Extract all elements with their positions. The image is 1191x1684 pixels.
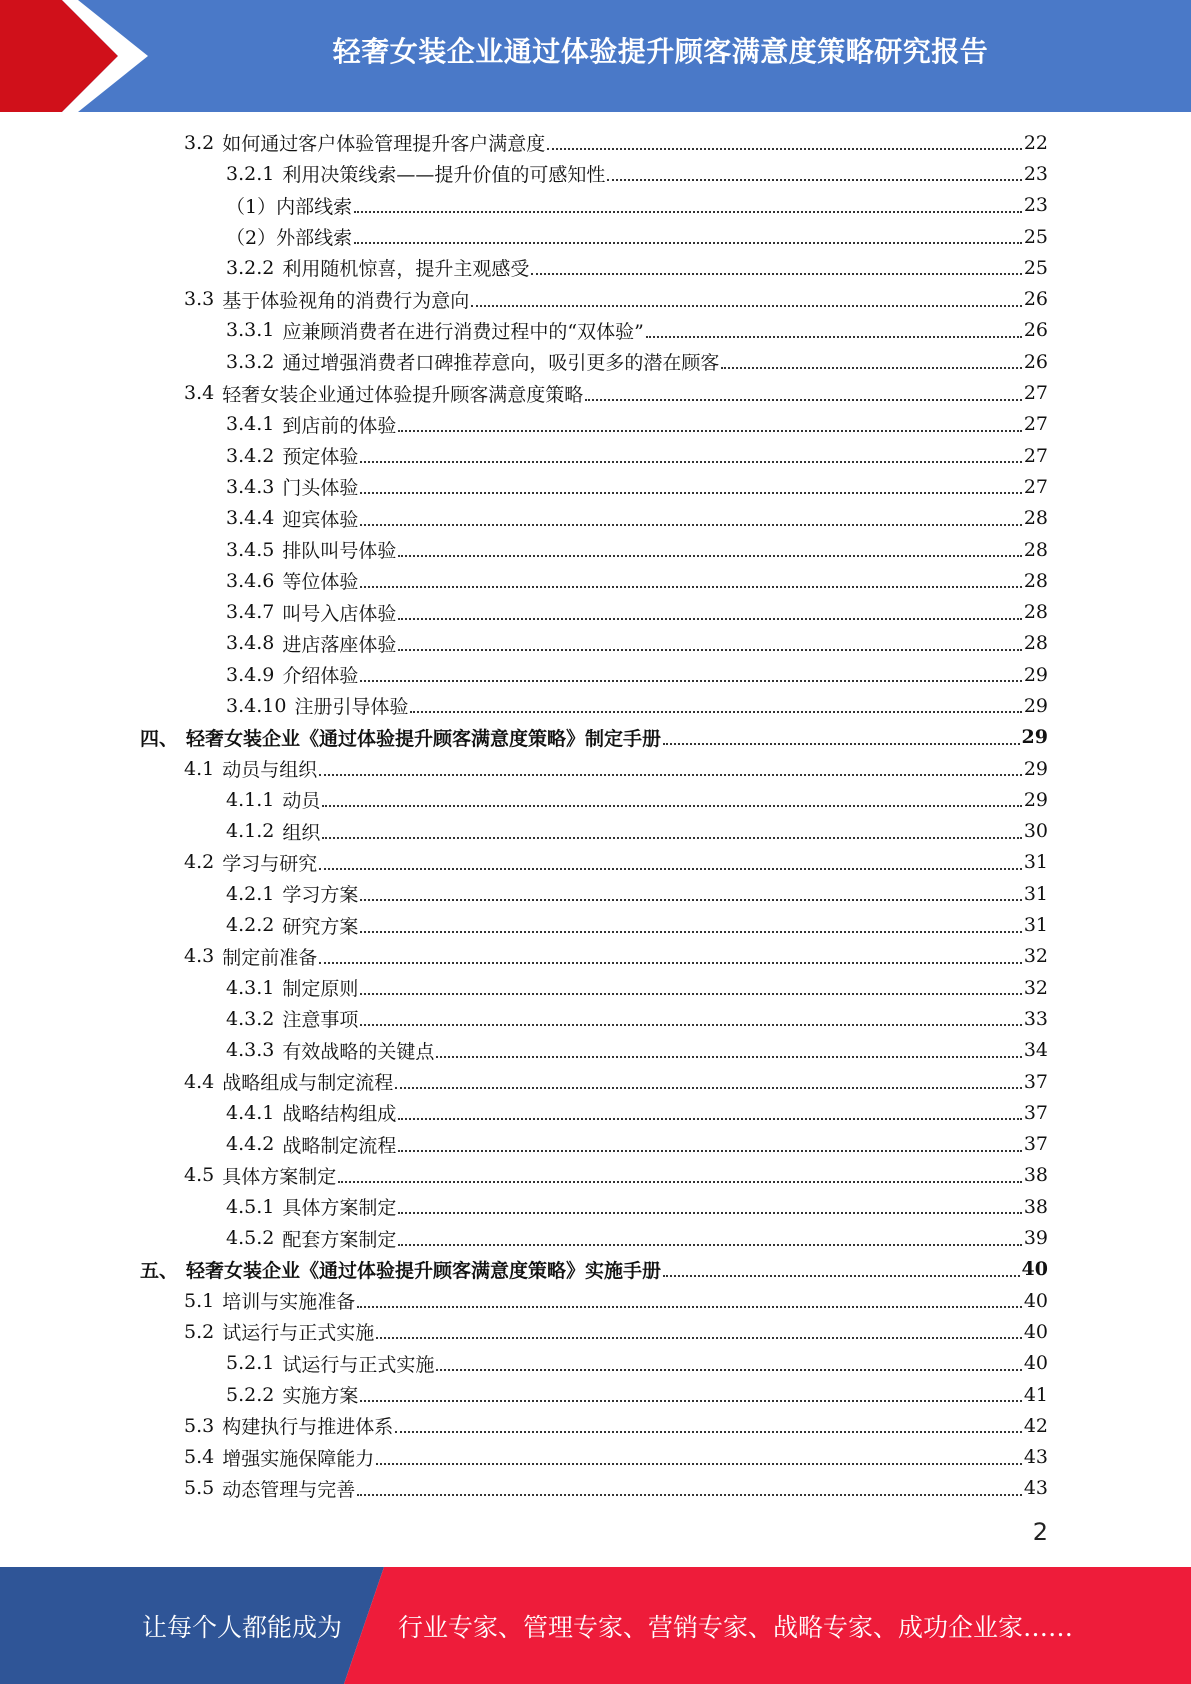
toc-entry-page: 33 — [1023, 1007, 1048, 1030]
toc-entry-number: 4.1.1 — [226, 788, 275, 811]
toc-entry-number: 4.2.2 — [226, 914, 275, 937]
toc-entry-number: 5.2.1 — [226, 1352, 275, 1375]
toc-dot-leader — [360, 460, 1021, 463]
toc-entry-number: 5.3 — [184, 1414, 215, 1437]
toc-entry-page: 30 — [1023, 820, 1048, 843]
toc-entry-page: 31 — [1023, 914, 1048, 937]
toc-entry-title: 进店落座体验 — [282, 633, 397, 656]
toc-entry-page: 25 — [1023, 256, 1048, 279]
toc-entry-number: 4.5.2 — [226, 1227, 275, 1250]
toc-entry-number: 3.4.1 — [226, 413, 275, 436]
toc-entry-number: 3.4.6 — [226, 569, 275, 592]
toc-entry[interactable] — [140, 596, 1048, 627]
toc-entry-title: 战略结构组成 — [282, 1103, 397, 1126]
toc-entry-number: 3.2.1 — [226, 162, 275, 185]
toc-entry-title: 动员与组织 — [222, 759, 318, 782]
toc-dot-leader — [360, 491, 1021, 494]
toc-entry[interactable] — [140, 377, 1048, 408]
toc-entry[interactable] — [140, 847, 1048, 878]
toc-entry-number: 5.2.2 — [226, 1383, 275, 1406]
toc-dot-leader — [646, 335, 1022, 338]
toc-entry-page: 37 — [1023, 1101, 1048, 1124]
toc-entry-number: 3.4 — [184, 382, 215, 405]
toc-entry-page: 23 — [1023, 194, 1048, 217]
table-of-contents — [140, 127, 1048, 1504]
toc-entry-number: 3.3.1 — [226, 319, 275, 342]
toc-entry-title: 应兼顾消费者在进行消费过程中的“双体验” — [282, 320, 644, 343]
toc-entry-page: 40 — [1023, 1289, 1048, 1312]
toc-entry[interactable] — [140, 565, 1048, 596]
toc-entry-number: 4.4 — [184, 1070, 215, 1093]
toc-entry-number: 4.1 — [184, 757, 215, 780]
toc-entry-page: 22 — [1023, 131, 1048, 154]
toc-entry-number: 3.4.2 — [226, 444, 275, 467]
toc-dot-leader — [398, 429, 1021, 432]
toc-dot-leader — [398, 1211, 1021, 1214]
toc-entry-number: 4.1.2 — [226, 820, 275, 843]
toc-dot-leader — [319, 867, 1022, 870]
toc-dot-leader — [357, 1305, 1022, 1308]
toc-entry[interactable] — [140, 1348, 1048, 1379]
toc-entry-page: 41 — [1023, 1383, 1048, 1406]
toc-entry-number: 3.4.4 — [226, 507, 275, 530]
toc-dot-leader — [357, 1493, 1022, 1496]
toc-entry-number: 5.4 — [184, 1446, 215, 1469]
toc-entry-title: 迎宾体验 — [282, 508, 359, 531]
toc-entry-number: 4.4.2 — [226, 1133, 275, 1156]
toc-entry-title: 构建执行与推进体系 — [222, 1416, 394, 1439]
toc-entry-page: 25 — [1023, 225, 1048, 248]
toc-entry-title: 学习方案 — [282, 884, 359, 907]
toc-entry-number: 4.5.1 — [226, 1195, 275, 1218]
toc-entry[interactable] — [140, 283, 1048, 314]
toc-entry[interactable] — [140, 753, 1048, 784]
toc-entry[interactable] — [140, 346, 1048, 377]
toc-entry[interactable] — [140, 972, 1048, 1003]
toc-entry-page: 27 — [1023, 444, 1048, 467]
toc-entry-title: 利用随机惊喜，提升主观感受 — [282, 258, 530, 281]
toc-entry[interactable] — [140, 221, 1048, 252]
toc-entry-title: 有效战略的关键点 — [282, 1040, 435, 1063]
toc-entry[interactable] — [140, 190, 1048, 221]
toc-entry[interactable] — [140, 440, 1048, 471]
toc-dot-leader — [398, 617, 1021, 620]
toc-entry[interactable] — [140, 534, 1048, 565]
toc-entry-number: 4.2 — [184, 851, 215, 874]
toc-entry[interactable] — [140, 1222, 1048, 1253]
toc-dot-leader — [471, 304, 1022, 307]
toc-entry-page: 37 — [1023, 1133, 1048, 1156]
footer-slogan-left: 让每个人都能成为 — [142, 1612, 343, 1642]
toc-entry[interactable] — [140, 1410, 1048, 1441]
toc-entry-page: 29 — [1023, 788, 1048, 811]
page-footer — [0, 1567, 1191, 1684]
toc-dot-leader — [360, 679, 1021, 682]
toc-entry-title: 学习与研究 — [222, 852, 318, 875]
toc-entry[interactable] — [140, 784, 1048, 815]
toc-entry-title: 具体方案制定 — [282, 1197, 397, 1220]
toc-entry-page: 40 — [1023, 1320, 1048, 1343]
toc-entry-title: 制定前准备 — [222, 946, 318, 969]
toc-entry-title: 通过增强消费者口碑推荐意向，吸引更多的潜在顾客 — [282, 352, 720, 375]
toc-entry-page: 26 — [1023, 319, 1048, 342]
toc-entry-page: 40 — [1023, 1352, 1048, 1375]
toc-entry-title: 增强实施保障能力 — [222, 1447, 375, 1470]
toc-entry[interactable] — [140, 1285, 1048, 1316]
toc-dot-leader — [319, 961, 1022, 964]
toc-dot-leader — [360, 585, 1021, 588]
toc-entry-page: 29 — [1023, 757, 1048, 780]
toc-dot-leader — [410, 710, 1021, 713]
toc-entry-number: 4.3 — [184, 945, 215, 968]
toc-dot-leader — [398, 554, 1021, 557]
toc-dot-leader — [531, 272, 1021, 275]
toc-entry[interactable] — [140, 690, 1048, 721]
toc-entry-page: 28 — [1023, 632, 1048, 655]
toc-dot-leader — [360, 1023, 1021, 1026]
toc-entry-page: 31 — [1023, 882, 1048, 905]
toc-entry-title: 研究方案 — [282, 915, 359, 938]
toc-entry-page: 28 — [1023, 601, 1048, 624]
toc-entry-title: 具体方案制定 — [222, 1165, 337, 1188]
toc-entry-number: 3.4.9 — [226, 663, 275, 686]
toc-entry[interactable] — [140, 816, 1048, 847]
toc-entry-title: 战略制定流程 — [282, 1134, 397, 1157]
toc-entry-page: 39 — [1023, 1227, 1048, 1250]
toc-dot-leader — [395, 1430, 1022, 1433]
toc-dot-leader — [607, 178, 1021, 181]
toc-entry-page: 43 — [1023, 1446, 1048, 1469]
toc-dot-leader — [354, 241, 1022, 244]
toc-entry-number: 3.4.7 — [226, 601, 275, 624]
toc-dot-leader — [398, 1149, 1021, 1152]
toc-entry-number: 3.2.2 — [226, 256, 275, 279]
toc-dot-leader — [547, 147, 1022, 150]
toc-entry-title: 等位体验 — [282, 571, 359, 594]
toc-entry-page: 40 — [1021, 1258, 1048, 1281]
toc-entry-page: 27 — [1023, 413, 1048, 436]
footer-slogan-right: 行业专家、管理专家、营销专家、战略专家、成功企业家…… — [398, 1612, 1074, 1642]
toc-entry-page: 29 — [1023, 663, 1048, 686]
toc-entry-title: 如何通过客户体验管理提升客户满意度 — [222, 133, 546, 156]
toc-entry-page: 43 — [1023, 1477, 1048, 1500]
toc-entry[interactable] — [140, 1097, 1048, 1128]
toc-entry[interactable] — [140, 409, 1048, 440]
toc-entry-title: 注意事项 — [282, 1009, 359, 1032]
toc-entry-title: （1）内部线索 — [226, 195, 353, 218]
toc-entry[interactable] — [140, 941, 1048, 972]
toc-entry[interactable] — [140, 1160, 1048, 1191]
toc-dot-leader — [721, 366, 1021, 369]
toc-entry[interactable] — [140, 1003, 1048, 1034]
toc-entry-page: 26 — [1023, 350, 1048, 373]
toc-entry-number: 5.5 — [184, 1477, 215, 1500]
toc-entry-page: 32 — [1023, 945, 1048, 968]
toc-entry-title: 注册引导体验 — [294, 696, 409, 719]
toc-entry-page: 27 — [1023, 475, 1048, 498]
toc-entry-title: 试运行与正式实施 — [222, 1322, 375, 1345]
toc-dot-leader — [398, 1117, 1021, 1120]
toc-entry-page: 28 — [1023, 507, 1048, 530]
toc-entry[interactable] — [140, 909, 1048, 940]
toc-entry-page: 26 — [1023, 288, 1048, 311]
toc-entry-number: 3.2 — [184, 131, 215, 154]
toc-entry-title: 组织 — [282, 821, 321, 844]
toc-dot-leader — [398, 1243, 1021, 1246]
toc-entry[interactable] — [140, 315, 1048, 346]
toc-dot-leader — [436, 1055, 1021, 1058]
toc-entry-title: 配套方案制定 — [282, 1228, 397, 1251]
toc-dot-leader — [395, 1086, 1022, 1089]
toc-entry[interactable] — [140, 628, 1048, 659]
toc-entry-page: 37 — [1023, 1070, 1048, 1093]
toc-entry-page: 32 — [1023, 976, 1048, 999]
toc-entry-title: 排队叫号体验 — [282, 540, 397, 562]
toc-entry-title: 基于体验视角的消费行为意向 — [222, 289, 470, 312]
toc-entry-title: 动员 — [282, 790, 321, 813]
toc-dot-leader — [360, 1399, 1021, 1402]
toc-entry-number: 四、 — [140, 727, 179, 750]
toc-entry-title: 战略组成与制定流程 — [222, 1072, 394, 1095]
toc-entry-number: 3.4.8 — [226, 632, 275, 655]
toc-entry-number: 3.4.3 — [226, 475, 275, 498]
toc-entry-title: 实施方案 — [282, 1385, 359, 1408]
toc-entry[interactable] — [140, 1254, 1048, 1285]
toc-entry-number: 5.2 — [184, 1320, 215, 1343]
toc-entry-number: 五、 — [140, 1259, 179, 1282]
toc-dot-leader — [354, 210, 1022, 213]
toc-entry-title: 轻奢女装企业通过体验提升顾客满意度策略 — [222, 383, 584, 406]
toc-entry-number: 4.3.3 — [226, 1039, 275, 1062]
toc-entry-title: 门头体验 — [282, 477, 359, 500]
toc-entry[interactable] — [140, 127, 1048, 158]
toc-entry[interactable] — [140, 1379, 1048, 1410]
toc-dot-leader — [376, 1336, 1022, 1339]
toc-entry[interactable] — [140, 1316, 1048, 1347]
toc-entry-title: 利用决策线索——提升价值的可感知性 — [282, 164, 606, 187]
toc-entry-page: 29 — [1023, 694, 1048, 717]
toc-entry-page: 42 — [1023, 1414, 1048, 1437]
toc-entry-number: 4.3.1 — [226, 976, 275, 999]
toc-entry-title: 培训与实施准备 — [222, 1291, 356, 1314]
toc-dot-leader — [319, 773, 1022, 776]
toc-entry-page: 34 — [1023, 1039, 1048, 1062]
toc-entry-title: 试运行与正式实施 — [282, 1353, 435, 1376]
chevron-arrow-icon — [0, 0, 160, 112]
toc-dot-leader — [322, 804, 1021, 807]
toc-entry[interactable] — [140, 1035, 1048, 1066]
toc-entry[interactable] — [140, 1473, 1048, 1504]
toc-entry-number: 3.4.5 — [226, 538, 275, 561]
toc-entry[interactable] — [140, 1441, 1048, 1472]
toc-entry-number: 3.3 — [184, 288, 215, 311]
toc-entry-number: 4.2.1 — [226, 882, 275, 905]
toc-dot-leader — [585, 398, 1022, 401]
toc-entry-title: （2）外部线索 — [226, 227, 353, 250]
toc-dot-leader — [663, 1274, 1020, 1277]
toc-entry-page: 38 — [1023, 1164, 1048, 1187]
toc-entry[interactable] — [140, 158, 1048, 189]
toc-entry-page: 29 — [1021, 726, 1048, 749]
toc-entry-page: 27 — [1023, 382, 1048, 405]
page-header — [0, 0, 1191, 112]
header-title: 轻奢女装企业通过体验提升顾客满意度策略研究报告 — [332, 35, 989, 68]
toc-dot-leader — [360, 992, 1021, 995]
toc-entry-page: 28 — [1023, 569, 1048, 592]
toc-entry[interactable] — [140, 659, 1048, 690]
toc-entry-page: 23 — [1023, 162, 1048, 185]
toc-entry-title: 介绍体验 — [282, 665, 359, 688]
toc-entry-title: 叫号入店体验 — [282, 602, 397, 625]
toc-dot-leader — [360, 898, 1021, 901]
toc-entry-number: 4.4.1 — [226, 1101, 275, 1124]
toc-entry[interactable] — [140, 1066, 1048, 1097]
toc-entry[interactable] — [140, 471, 1048, 502]
toc-entry[interactable] — [140, 503, 1048, 534]
toc-entry[interactable] — [140, 722, 1048, 753]
toc-entry-title: 轻奢女装企业《通过体验提升顾客满意度策略》实施手册 — [186, 1259, 662, 1282]
toc-entry[interactable] — [140, 252, 1048, 283]
toc-entry-page: 38 — [1023, 1195, 1048, 1218]
toc-entry[interactable] — [140, 1191, 1048, 1222]
toc-entry-title: 制定原则 — [282, 978, 359, 1001]
toc-entry-number: 4.3.2 — [226, 1007, 275, 1030]
toc-dot-leader — [360, 523, 1021, 526]
toc-dot-leader — [360, 930, 1021, 933]
toc-entry-number: 4.5 — [184, 1164, 215, 1187]
toc-entry-title: 动态管理与完善 — [222, 1478, 356, 1501]
toc-entry-page: 28 — [1023, 538, 1048, 561]
page-number: 2 — [1032, 1518, 1048, 1546]
toc-entry[interactable] — [140, 1129, 1048, 1160]
toc-dot-leader — [376, 1462, 1022, 1465]
toc-entry-number: 5.1 — [184, 1289, 215, 1312]
toc-dot-leader — [436, 1368, 1021, 1371]
toc-dot-leader — [322, 836, 1021, 839]
toc-entry-page: 31 — [1023, 851, 1048, 874]
toc-entry-title: 预定体验 — [282, 446, 359, 469]
toc-entry[interactable] — [140, 878, 1048, 909]
toc-dot-leader — [338, 1180, 1022, 1183]
toc-entry-number: 3.4.10 — [226, 694, 287, 717]
toc-entry-title: 到店前的体验 — [282, 414, 397, 437]
toc-dot-leader — [398, 648, 1021, 651]
toc-entry-number: 3.3.2 — [226, 350, 275, 373]
toc-dot-leader — [663, 742, 1020, 745]
toc-entry-title: 轻奢女装企业《通过体验提升顾客满意度策略》制定手册 — [186, 727, 662, 750]
